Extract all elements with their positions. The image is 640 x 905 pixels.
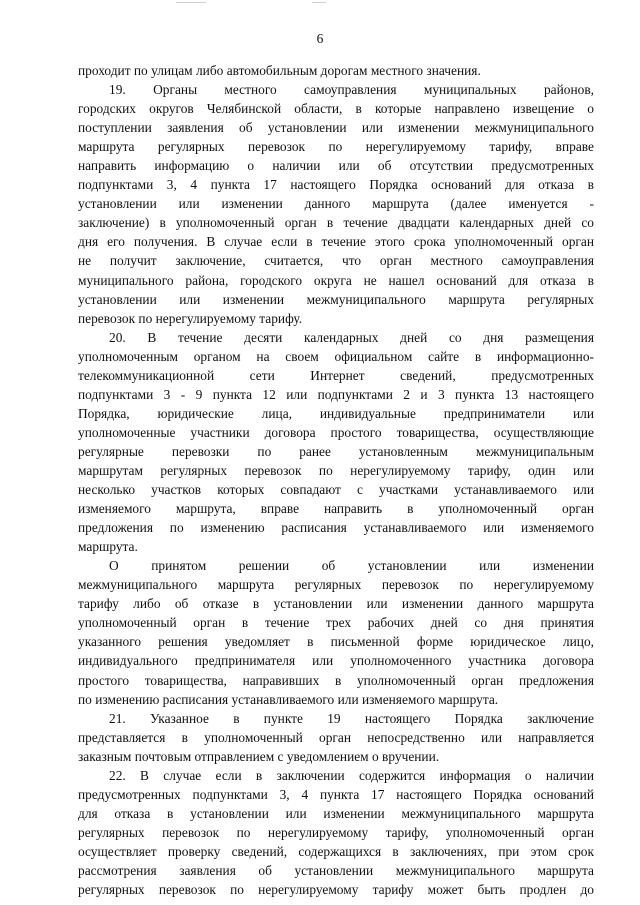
- text-line: осуществляет проверку сведений, содержащихся в заключениях, при этом срок: [78, 843, 594, 859]
- text-line: не получит заключение, считается, что орган местного самоуправления: [78, 253, 594, 269]
- text-line: изменяемого маршрута, вправе направить в уполномоченный орган: [78, 501, 594, 517]
- text-line: проходит по улицам либо автомобильным дорогам местного значения.: [78, 63, 481, 78]
- text-line: 19. Органы местного самоуправления муниципальных районов,: [109, 82, 594, 98]
- text-line: подпунктами 3 - 9 пункта 12 или подпунктами 2 и 3 пункта 13 настоящего: [78, 386, 594, 402]
- text-line: перевозок по нерегулируемому тарифу.: [78, 310, 303, 326]
- text-line: городских округов Челябинской области, в которые направлено извещение о: [78, 101, 594, 117]
- text-line: для отказа в установлении или изменении межмуниципального маршрута: [78, 805, 594, 821]
- text-line: маршрутам регулярных перевозок по нерегулируемому тарифу, один или: [78, 462, 594, 478]
- scan-artifact: [176, 2, 206, 3]
- text-line: маршрута регулярных перевозок по нерегулируемому тарифу, вправе: [78, 139, 594, 155]
- text-line: дня его получения. В случае если в течение этого срока уполномоченный орган: [78, 234, 594, 250]
- text-line: межмуниципального маршрута регулярных перевозок по нерегулируемому: [78, 577, 594, 593]
- text-line: установлении или изменении межмуниципального маршрута регулярных: [78, 291, 594, 307]
- text-line: тарифу либо об отказе в установлении или изменении данного маршрута: [78, 596, 594, 612]
- text-line: предусмотренных подпунктами 3, 4 пункта 17 настоящего Порядка оснований: [78, 786, 594, 802]
- document-body: [78, 61, 594, 899]
- scan-artifact: [312, 2, 326, 3]
- page-number: 6: [316, 31, 324, 46]
- text-line: подпунктами 3, 4 пункта 17 настоящего Порядка оснований для отказа в: [78, 177, 594, 193]
- text-line: 22. В случае если в заключении содержится информация о наличии: [109, 767, 594, 783]
- text-line: установлении или изменении данного маршрута (далее именуется -: [78, 196, 594, 212]
- text-line: рассмотрения заявления об установлении межмуниципального маршрута: [78, 862, 594, 878]
- text-line: направить информацию о наличии или об отсутствии предусмотренных: [78, 158, 594, 174]
- text-line: телекоммуникационной сети Интернет сведений, предусмотренных: [78, 367, 594, 383]
- text-line: простого товарищества, направивших в уполномоченный орган предложения: [78, 672, 594, 688]
- text-line: заказным почтовым отправлением с уведомлением о вручении.: [78, 748, 440, 764]
- text-line: заключение) в уполномоченный орган в течение двадцати календарных дней со: [78, 215, 594, 231]
- text-line: указанного решения уведомляет в письменной форме юридическое лицо,: [78, 634, 594, 650]
- text-line: несколько участков которых совпадают с участками устанавливаемого или: [78, 482, 594, 498]
- text-line: регулярных перевозок по нерегулируемому тарифу, уполномоченный орган: [78, 824, 594, 840]
- text-line: предложения по изменению расписания устанавливаемого или изменяемого: [78, 520, 594, 536]
- text-line: регулярных перевозок по нерегулируемому тарифу может быть продлен до: [78, 882, 594, 898]
- text-line: уполномоченные участники договора простого товарищества, осуществляющие: [78, 424, 594, 440]
- text-line: представляется в уполномоченный орган непосредственно или направляется: [78, 729, 594, 745]
- text-line: поступлении заявления об установлении или изменении межмуниципального: [78, 120, 594, 136]
- text-line: регулярные перевозки по ранее установленным межмуниципальным: [78, 443, 594, 459]
- text-line: 20. В течение десяти календарных дней со дня размещения: [109, 329, 594, 345]
- text-line: уполномоченный орган в течение трех рабочих дней со дня принятия: [78, 615, 594, 631]
- text-line: индивидуального предпринимателя или уполномоченного участника договора: [78, 653, 594, 669]
- text-line: О принятом решении об установлении или изменении: [109, 558, 594, 574]
- text-line: уполномоченным органом на своем официальном сайте в информационно-: [78, 348, 594, 364]
- text-line: маршрута.: [78, 539, 138, 555]
- text-line: 21. Указанное в пункте 19 настоящего Порядка заключение: [109, 710, 594, 726]
- text-line: Порядка, юридические лица, индивидуальные предприниматели или: [78, 405, 594, 421]
- text-line: по изменению расписания устанавливаемого или изменяемого маршрута.: [78, 691, 499, 707]
- text-line: муниципального района, городского округа не нашел оснований для отказа в: [78, 272, 594, 288]
